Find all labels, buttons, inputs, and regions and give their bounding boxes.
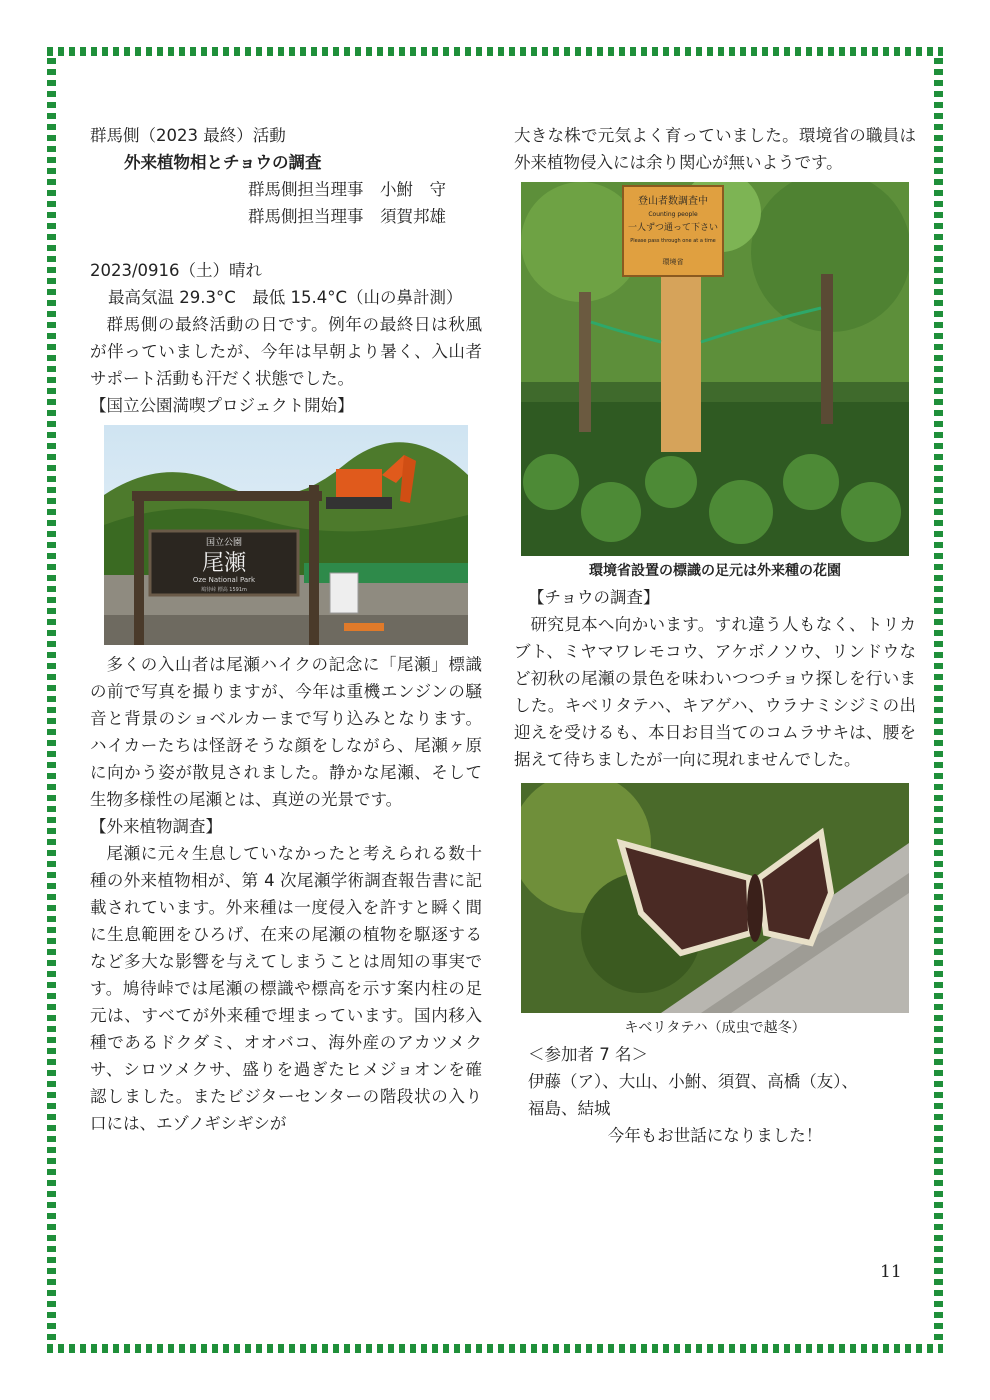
ministry-sign-line5: 環境省	[662, 258, 684, 266]
sign-small-text: 国立公園	[205, 538, 243, 548]
alien-plants-paragraph: 尾瀬に元々生息していなかったと考えられる数十種の外来植物相が、第 4 次尾瀬学術調査報告書に記載されています。外来種は一度侵入を許すと瞬く間に生息範囲をひろげ、在来の尾瀬の植物を駆逐するなど多大な影響を与えてしまうことは周知の事実です。鳩待峠では尾瀬の標識や標高を示す案内柱の足元は、すべてが外来種で埋まっています。国内移入種であるドクダミ、オオバコ、海外産のアカツメクサ、シロツメクサ、盛りを過ぎたヒメジョオンを確認しました。またビジターセンターの階段状の入り口には、エゾノギシギシが	[90, 844, 482, 1133]
sign-main-text: 尾瀬	[201, 551, 247, 576]
author-2: 群馬側担当理事 須賀邦雄	[248, 207, 446, 226]
category-line: 群馬側（2023 最終）活動	[90, 126, 286, 145]
right-column	[514, 122, 916, 1149]
sign-sub-text: 鳩待峠 標高 1591m	[201, 587, 247, 593]
sign-en-text: Oze National Park	[192, 576, 256, 584]
left-column	[90, 122, 482, 1137]
section-heading-project: 【国立公園満喫プロジェクト開始】	[90, 396, 354, 415]
ministry-sign-line1: 登山者数調査中	[638, 196, 708, 207]
butterfly-photo	[521, 783, 909, 1013]
ministry-sign-line4: Please pass through one at a time	[630, 238, 716, 244]
section-heading-butterfly: 【チョウの調査】	[528, 588, 660, 607]
alien-plants-continued: 大きな株で元気よく育っていました。環境省の職員は外来植物侵入には余り関心が無いようです。	[514, 126, 916, 172]
date-line: 2023/0916（土）晴れ	[90, 261, 263, 280]
article-title: 外来植物相とチョウの調査	[124, 153, 322, 172]
ministry-sign-line2: Counting people	[648, 211, 698, 218]
weather-line: 最高気温 29.3°C 最低 15.4°C（山の鼻計測）	[108, 288, 463, 307]
author-1: 群馬側担当理事 小鮒 守	[248, 180, 446, 199]
ministry-sign-caption: 環境省設置の標識の足元は外来種の花園	[589, 563, 841, 579]
participants-heading: ＜参加者 7 名＞	[528, 1045, 648, 1064]
oze-sign-photo	[104, 425, 468, 645]
ministry-sign-photo	[521, 182, 909, 556]
page-number: 11	[880, 1262, 902, 1282]
ministry-sign-line3: 一人ずつ通って下さい	[627, 223, 719, 233]
section-heading-alien-plants: 【外来植物調査】	[90, 817, 222, 836]
butterfly-caption: キベリタテハ（成虫で越冬）	[624, 1020, 806, 1036]
project-paragraph: 多くの入山者は尾瀬ハイクの記念に「尾瀬」標識の前で写真を撮りますが、今年は重機エンジンの騒音と背景のショベルカーまで写り込みとなります。ハイカーたちは怪訝そうな顔をしながら、尾瀬ヶ原に向かう姿が散見されました。静かな尾瀬、そして生物多様性の尾瀬とは、真逆の光景です。	[90, 655, 482, 809]
participants-line-1: 伊藤（ア）、大山、小鮒、須賀、高橋（友）、	[528, 1072, 858, 1091]
closing-message: 今年もお世話になりました！	[607, 1126, 823, 1145]
butterfly-paragraph: 研究見本へ向かいます。すれ違う人もなく、トリカブト、ミヤマワレモコウ、アケボノソウ、リンドウなど初秋の尾瀬の景色を味わいつつチョウ探しを行いました。キベリタテハ、キアゲハ、ウラナミシジミの出迎えを受けるも、本日お目当てのコムラサキは、腰を据えて待ちましたが一向に現れませんでした。	[514, 615, 916, 769]
participants-line-2: 福島、結城	[528, 1099, 611, 1118]
intro-paragraph: 群馬側の最終活動の日です。例年の最終日は秋風が伴っていましたが、今年は早朝より暑く、入山者サポート活動も汗だく状態でした。	[90, 315, 482, 388]
